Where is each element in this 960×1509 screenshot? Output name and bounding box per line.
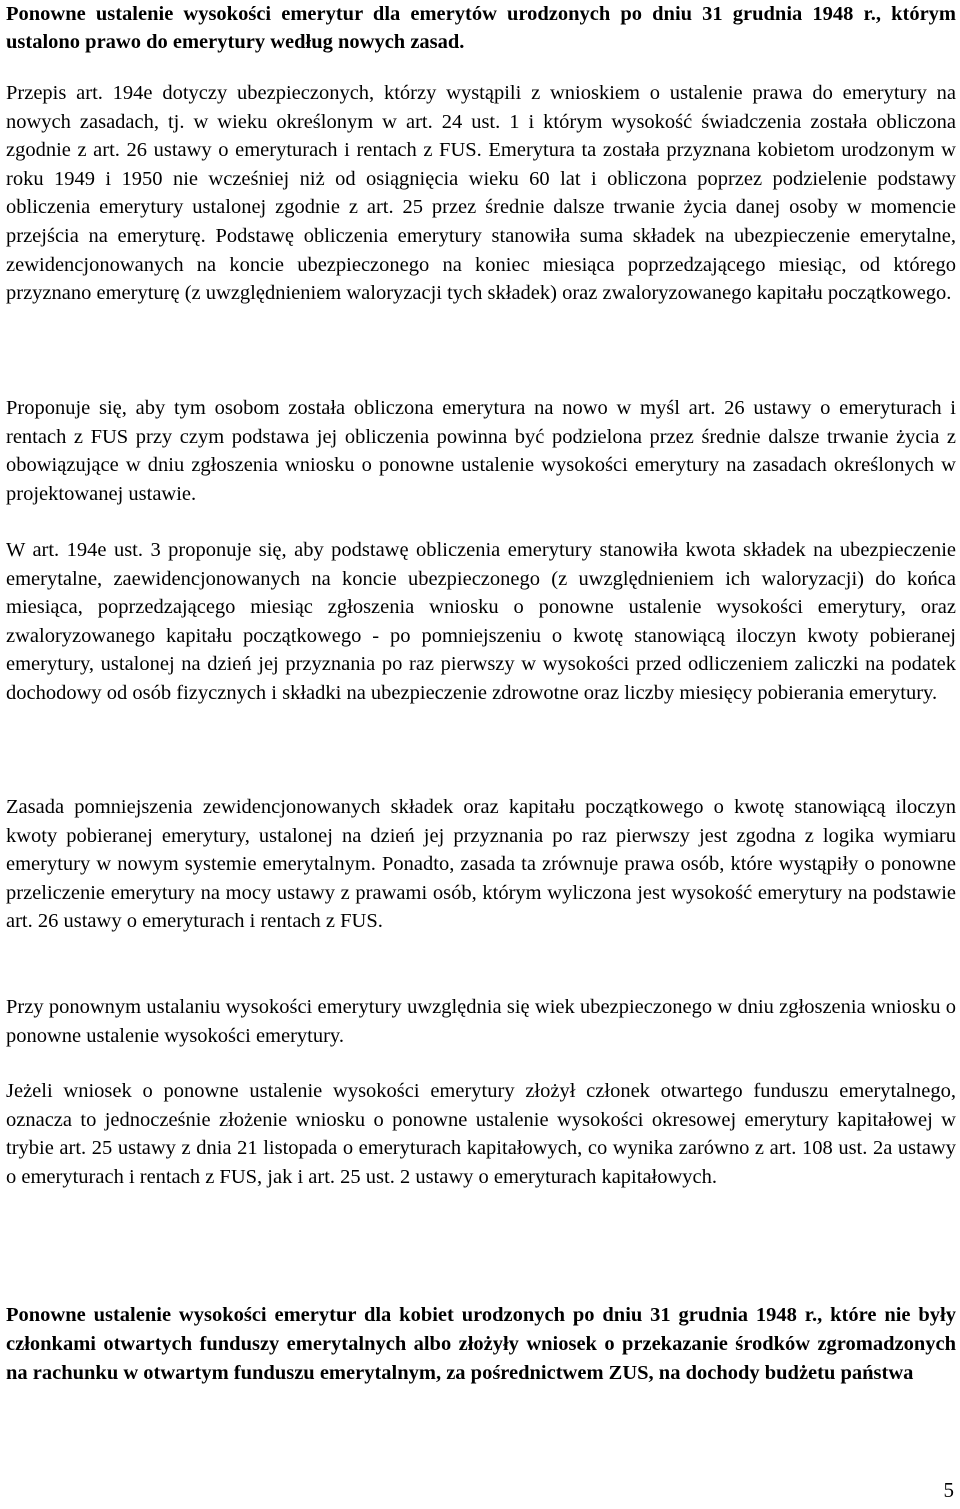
paragraph-art-194e-ust-3: W art. 194e ust. 3 proponuje się, aby podstawę obliczenia emerytury stanowiła kwota składek na ubezpieczenie emerytalne, zaewidencjonowanych na koncie ubezpieczonego (z uwzględnieniem ich waloryzacji) do końca miesiąca, poprzedzającego miesiąc zgłoszenia wniosku o ponowne ustalenie wysokości emerytury, oraz zwaloryzowanego kapitału początkowego - po pomniejszeniu o kwotę stanowiącą iloczyn kwoty pobieranej emerytury, ustalonej na dzień jej przyznania po raz pierwszy w wysokości przed odliczeniem zaliczki na podatek dochodowy od osób fizycznych i składki na ubezpieczenie zdrowotne oraz liczby miesięcy pobierania emerytury. — [6, 539, 956, 704]
paragraph-wiek-ubezpieczonego: Przy ponownym ustalaniu wysokości emerytury uwzględnia się wiek ubezpieczonego w dniu zgłoszenia wniosku o ponowne ustalenie wysokości emerytury. — [6, 996, 956, 1047]
paragraph-zasada-pomniejszenia: Zasada pomniejszenia zewidencjonowanych składek oraz kapitału początkowego o kwotę stanowiącą iloczyn kwoty pobieranej emerytury, ustalonej na dzień jej przyznania po raz pierwszy jest zgodna z logika wymiaru emerytury w nowym systemie emerytalnym. Ponadto, zasada ta zrównuje prawa osób, które wystąpiły o ponowne przeliczenie emerytury na mocy ustawy z prawami osób, którym wyliczona jest wysokość emerytury na podstawie art. 26 ustawy o emeryturach i rentach z FUS. — [6, 796, 956, 933]
section-heading-kobiety: Ponowne ustalenie wysokości emerytur dla kobiet urodzonych po dniu 31 grudnia 1948 r., które nie były członkami otwartych funduszy emerytalnych albo złożyły wniosek o przekazanie środków zgromadzonych na rachunku w otwartym funduszu emerytalnym, za pośrednictwem ZUS, na dochody budżetu państwa — [6, 1304, 956, 1384]
page-number: 5 — [943, 1478, 954, 1502]
paragraph-propozycja: Proponuje się, aby tym osobom została obliczona emerytura na nowo w myśl art. 26 ustawy o emeryturach i rentach z FUS przy czym podstawa jej obliczenia powinna być podzielona przez średnie dalsze trwanie życia z obowiązujące w dniu zgłoszenia wniosku o ponowne ustalenie wysokości emerytury na zasadach określonych w projektowanej ustawie. — [6, 397, 956, 505]
paragraph-ofe-wniosek: Jeżeli wniosek o ponowne ustalenie wysokości emerytury złożył członek otwartego funduszu emerytalnego, oznacza to jednocześnie złożenie wniosku o ponowne ustalenie wysokości okresowej emerytury kapitałowej w trybie art. 25 ustawy z dnia 21 listopada o emeryturach kapitałowych, co wynika zarówno z art. 108 ust. 2a ustawy o emeryturach i rentach z FUS, jak i art. 25 ust. 2 ustawy o emeryturach kapitałowych. — [6, 1080, 956, 1188]
paragraph-przepis: Przepis art. 194e dotyczy ubezpieczonych, którzy wystąpili z wnioskiem o ustalenie prawa do emerytury na nowych zasadach, tj. w wieku określonym w art. 24 ust. 1 i którym wysokość świadczenia została obliczona zgodnie z art. 26 ustawy o emeryturach i rentach z FUS. Emerytura ta została przyznana kobietom urodzonym w roku 1949 i 1950 nie wcześniej niż od osiągnięcia wieku 60 lat i obliczona poprzez podzielenie podstawy obliczenia emerytury ustalonej zgodnie z art. 25 przez średnie dalsze trwanie życia danej osoby w momencie przejścia na emeryturę. Podstawę obliczenia emerytury stanowiła suma składek na ubezpieczenie emerytalne, zewidencjonowanych na koncie ubezpieczonego na koniec miesiąca poprzedzającego miesiąc, od którego przyznano emeryturę (z uwzględnieniem waloryzacji tych składek) oraz zwaloryzowanego kapitału początkowego. — [6, 82, 956, 305]
section-heading-emeryci: Ponowne ustalenie wysokości emerytur dla emerytów urodzonych po dniu 31 grudnia 1948 r., którym ustalono prawo do emerytury według nowych zasad. — [6, 3, 956, 53]
